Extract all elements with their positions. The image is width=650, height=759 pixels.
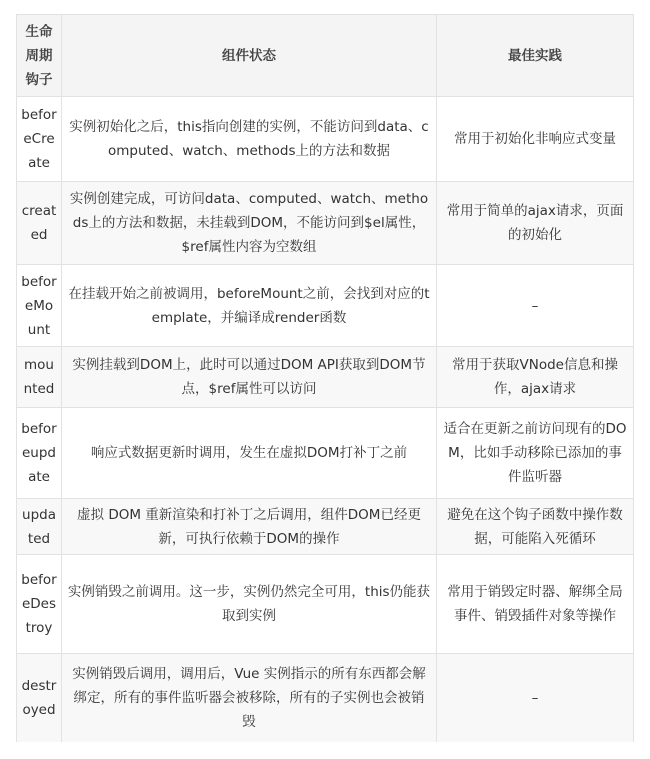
best-practice-cell: 常用于简单的ajax请求，页面的初始化 <box>437 182 634 265</box>
best-practice-cell: 避免在这个钩子函数中操作数据，可能陷入死循环 <box>437 499 634 555</box>
hook-name-cell: beforeDestroy <box>17 555 62 654</box>
table-row <box>17 654 634 743</box>
best-practice-cell: 常用于获取VNode信息和操作，ajax请求 <box>437 347 634 408</box>
table-body <box>17 97 634 743</box>
component-state-cell: 响应式数据更新时调用，发生在虚拟DOM打补丁之前 <box>62 408 437 499</box>
best-practice-cell: 常用于销毁定时器、解绑全局事件、销毁插件对象等操作 <box>437 555 634 654</box>
hook-name-cell: beforeCreate <box>17 97 62 182</box>
hook-name-cell: beforeupdate <box>17 408 62 499</box>
component-state-cell: 在挂载开始之前被调用，beforeMount之前，会找到对应的template，并编译成render函数 <box>62 265 437 347</box>
component-state-cell: 实例销毁之前调用。这一步，实例仍然完全可用，this仍能获取到实例 <box>62 555 437 654</box>
hook-name-cell: created <box>17 182 62 265</box>
hook-name-cell: updated <box>17 499 62 555</box>
component-state-cell: 虚拟 DOM 重新渲染和打补丁之后调用，组件DOM已经更新，可执行依赖于DOM的操作 <box>62 499 437 555</box>
table-row <box>17 499 634 555</box>
component-state-cell: 实例挂载到DOM上，此时可以通过DOM API获取到DOM节点，$ref属性可以访问 <box>62 347 437 408</box>
header-practice: 最佳实践 <box>437 15 634 97</box>
table-row <box>17 97 634 182</box>
lifecycle-table <box>16 14 634 743</box>
component-state-cell: 实例创建完成，可访问data、computed、watch、methods上的方法和数据，未挂载到DOM，不能访问到$el属性，$ref属性内容为空数组 <box>62 182 437 265</box>
best-practice-cell: 适合在更新之前访问现有的DOM，比如手动移除已添加的事件监听器 <box>437 408 634 499</box>
component-state-cell: 实例初始化之后，this指向创建的实例，不能访问到data、computed、watch、methods上的方法和数据 <box>62 97 437 182</box>
header-hook: 生命周期钩子 <box>17 15 62 97</box>
header-row <box>17 15 634 97</box>
best-practice-cell: – <box>437 265 634 347</box>
header-state: 组件状态 <box>62 15 437 97</box>
hook-name-cell: mounted <box>17 347 62 408</box>
hook-name-cell: destroyed <box>17 654 62 743</box>
best-practice-cell: 常用于初始化非响应式变量 <box>437 97 634 182</box>
hook-name-cell: beforeMount <box>17 265 62 347</box>
table-row <box>17 347 634 408</box>
table-row <box>17 265 634 347</box>
table-row <box>17 408 634 499</box>
component-state-cell: 实例销毁后调用，调用后，Vue 实例指示的所有东西都会解绑定，所有的事件监听器会被移除，所有的子实例也会被销毁 <box>62 654 437 743</box>
table-row <box>17 182 634 265</box>
table-row <box>17 555 634 654</box>
best-practice-cell: – <box>437 654 634 743</box>
cropped-edge <box>0 742 650 759</box>
table-header <box>17 15 634 97</box>
